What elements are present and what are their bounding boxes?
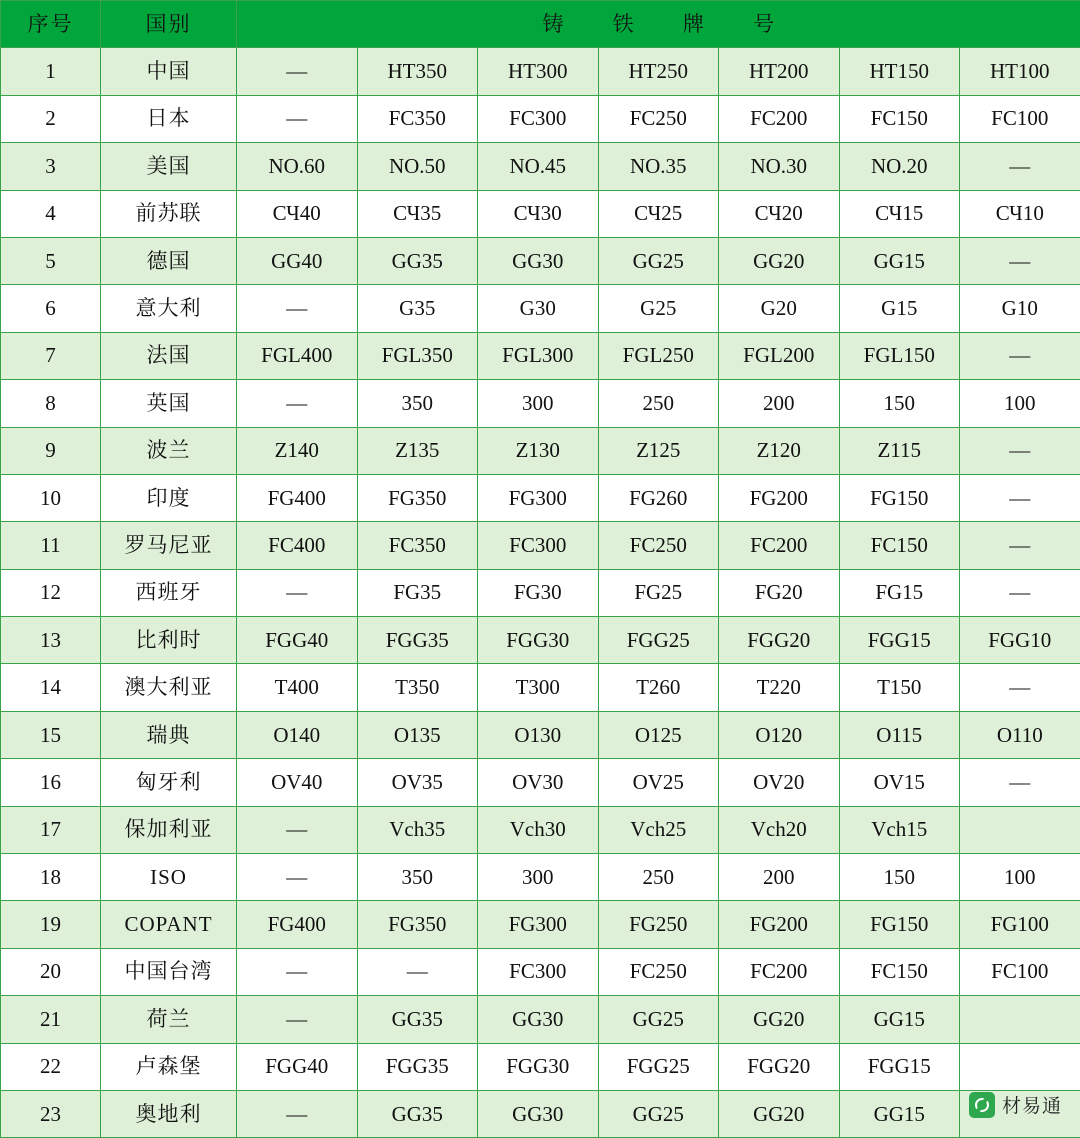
cell-country: COPANT xyxy=(101,901,237,948)
cell-grade: FGG35 xyxy=(357,617,478,664)
cell-index: 10 xyxy=(1,474,101,521)
cell-grade: — xyxy=(960,237,1080,284)
cell-grade: 150 xyxy=(839,380,960,427)
cell-grade: NO.50 xyxy=(357,143,478,190)
cell-grade: FC250 xyxy=(598,522,719,569)
wechat-logo-icon xyxy=(969,1092,995,1118)
cell-grade: O110 xyxy=(960,711,1080,758)
cell-grade xyxy=(960,996,1080,1043)
cell-grade: O135 xyxy=(357,711,478,758)
cell-grade: Z140 xyxy=(237,427,358,474)
cell-index: 13 xyxy=(1,617,101,664)
cell-grade: 200 xyxy=(719,380,840,427)
cell-grade: GG25 xyxy=(598,996,719,1043)
table-row xyxy=(1,474,1080,521)
cell-grade: FG400 xyxy=(237,901,358,948)
watermark xyxy=(965,1089,1066,1120)
table-row xyxy=(1,1090,1080,1137)
cell-country: 瑞典 xyxy=(101,711,237,758)
cell-index: 19 xyxy=(1,901,101,948)
cell-grade: O120 xyxy=(719,711,840,758)
table-row xyxy=(1,617,1080,664)
cell-grade: FGL400 xyxy=(237,332,358,379)
table-row xyxy=(1,427,1080,474)
cell-index: 22 xyxy=(1,1043,101,1090)
cell-index: 1 xyxy=(1,48,101,95)
cell-grade: — xyxy=(960,332,1080,379)
cell-grade: HT250 xyxy=(598,48,719,95)
cell-grade: FC400 xyxy=(237,522,358,569)
table-row xyxy=(1,664,1080,711)
cell-grade: FGG15 xyxy=(839,1043,960,1090)
cell-grade: FG150 xyxy=(839,901,960,948)
cell-grade: FGL150 xyxy=(839,332,960,379)
cell-grade: NO.45 xyxy=(478,143,599,190)
cell-grade: СЧ10 xyxy=(960,190,1080,237)
cell-grade: GG30 xyxy=(478,237,599,284)
cell-grade: FG20 xyxy=(719,569,840,616)
cell-grade: FGL350 xyxy=(357,332,478,379)
cell-country: 保加利亚 xyxy=(101,806,237,853)
cell-grade: — xyxy=(237,569,358,616)
cell-country: 西班牙 xyxy=(101,569,237,616)
cell-grade: G35 xyxy=(357,285,478,332)
cell-grade: OV25 xyxy=(598,759,719,806)
cell-grade: FG35 xyxy=(357,569,478,616)
cell-grade: 100 xyxy=(960,380,1080,427)
cell-country: 日本 xyxy=(101,95,237,142)
cell-index: 12 xyxy=(1,569,101,616)
table-row xyxy=(1,854,1080,901)
cell-grade: O140 xyxy=(237,711,358,758)
cell-grade: СЧ25 xyxy=(598,190,719,237)
table-row xyxy=(1,759,1080,806)
cell-grade: FG150 xyxy=(839,474,960,521)
cell-grade: FGG20 xyxy=(719,617,840,664)
cell-index: 8 xyxy=(1,380,101,427)
cell-grade xyxy=(960,806,1080,853)
cell-grade: 100 xyxy=(960,854,1080,901)
cell-grade: FGG20 xyxy=(719,1043,840,1090)
cell-grade: СЧ15 xyxy=(839,190,960,237)
cell-grade: 250 xyxy=(598,380,719,427)
cell-index: 11 xyxy=(1,522,101,569)
cell-grade: FGG10 xyxy=(960,617,1080,664)
cell-grade: T350 xyxy=(357,664,478,711)
cell-grade: GG30 xyxy=(478,996,599,1043)
table-row xyxy=(1,237,1080,284)
cell-grade: GG30 xyxy=(478,1090,599,1137)
cell-index: 23 xyxy=(1,1090,101,1137)
cell-grade: — xyxy=(237,380,358,427)
cell-grade: T300 xyxy=(478,664,599,711)
cell-grade: 300 xyxy=(478,854,599,901)
cell-grade: Vch35 xyxy=(357,806,478,853)
cell-grade: FG300 xyxy=(478,474,599,521)
cell-grade: FG25 xyxy=(598,569,719,616)
cell-country: 美国 xyxy=(101,143,237,190)
cell-country: 前苏联 xyxy=(101,190,237,237)
cell-grade: FG200 xyxy=(719,901,840,948)
cell-grade: Vch15 xyxy=(839,806,960,853)
cell-grade: T150 xyxy=(839,664,960,711)
cell-grade: FG260 xyxy=(598,474,719,521)
cell-grade: FC200 xyxy=(719,948,840,995)
cell-grade: СЧ35 xyxy=(357,190,478,237)
cell-grade: GG20 xyxy=(719,237,840,284)
cell-grade: — xyxy=(357,948,478,995)
cell-grade: — xyxy=(960,522,1080,569)
cell-country: 荷兰 xyxy=(101,996,237,1043)
cell-grade: FG350 xyxy=(357,474,478,521)
cell-grade: FGL300 xyxy=(478,332,599,379)
cell-country: 匈牙利 xyxy=(101,759,237,806)
cell-grade: FG250 xyxy=(598,901,719,948)
cell-grade: NO.30 xyxy=(719,143,840,190)
cell-grade: FGG30 xyxy=(478,617,599,664)
cell-grade: FC250 xyxy=(598,948,719,995)
cell-grade: FG200 xyxy=(719,474,840,521)
cell-grade: FGL250 xyxy=(598,332,719,379)
table-row xyxy=(1,522,1080,569)
cell-index: 16 xyxy=(1,759,101,806)
table-header xyxy=(1,1,1080,48)
cell-index: 15 xyxy=(1,711,101,758)
cell-grade: O130 xyxy=(478,711,599,758)
cell-grade: FC300 xyxy=(478,948,599,995)
column-header-country: 国别 xyxy=(101,1,237,48)
cell-grade: 150 xyxy=(839,854,960,901)
cell-grade: FC350 xyxy=(357,95,478,142)
table-row xyxy=(1,1043,1080,1090)
table-row xyxy=(1,806,1080,853)
cell-grade: — xyxy=(237,948,358,995)
cell-grade: GG20 xyxy=(719,1090,840,1137)
cell-grade: FC300 xyxy=(478,522,599,569)
cell-index: 5 xyxy=(1,237,101,284)
cell-grade: FG15 xyxy=(839,569,960,616)
cell-index: 21 xyxy=(1,996,101,1043)
cell-grade: GG25 xyxy=(598,237,719,284)
cell-grade: FG30 xyxy=(478,569,599,616)
cell-grade: GG35 xyxy=(357,237,478,284)
cell-grade: FG350 xyxy=(357,901,478,948)
cell-grade: GG35 xyxy=(357,996,478,1043)
cell-grade: — xyxy=(960,664,1080,711)
cell-grade: — xyxy=(960,759,1080,806)
cell-index: 18 xyxy=(1,854,101,901)
cell-grade: 300 xyxy=(478,380,599,427)
cell-grade: FG400 xyxy=(237,474,358,521)
cell-grade: FC300 xyxy=(478,95,599,142)
cell-country: 德国 xyxy=(101,237,237,284)
cell-grade: OV30 xyxy=(478,759,599,806)
cell-grade: — xyxy=(960,569,1080,616)
cell-grade: Z120 xyxy=(719,427,840,474)
cell-grade: FGG40 xyxy=(237,617,358,664)
table-row xyxy=(1,48,1080,95)
cell-grade: FC350 xyxy=(357,522,478,569)
cell-grade: OV40 xyxy=(237,759,358,806)
cell-grade: GG40 xyxy=(237,237,358,284)
cell-grade: T260 xyxy=(598,664,719,711)
cell-country: 中国 xyxy=(101,48,237,95)
table-row xyxy=(1,190,1080,237)
cell-country: ISO xyxy=(101,854,237,901)
cell-grade: Vch20 xyxy=(719,806,840,853)
table-row xyxy=(1,95,1080,142)
cell-grade: HT100 xyxy=(960,48,1080,95)
cell-index: 4 xyxy=(1,190,101,237)
cell-grade: — xyxy=(237,95,358,142)
table-row xyxy=(1,332,1080,379)
cell-grade: FG300 xyxy=(478,901,599,948)
cell-index: 7 xyxy=(1,332,101,379)
cell-grade: HT350 xyxy=(357,48,478,95)
cell-grade: СЧ30 xyxy=(478,190,599,237)
cell-grade: Z125 xyxy=(598,427,719,474)
cell-grade: G15 xyxy=(839,285,960,332)
cell-grade: Vch25 xyxy=(598,806,719,853)
cell-grade: СЧ40 xyxy=(237,190,358,237)
cell-index: 6 xyxy=(1,285,101,332)
cell-grade: HT150 xyxy=(839,48,960,95)
cell-index: 9 xyxy=(1,427,101,474)
cell-grade: Z130 xyxy=(478,427,599,474)
cell-grade: FC150 xyxy=(839,95,960,142)
cell-grade: FGG25 xyxy=(598,617,719,664)
cell-grade: — xyxy=(237,1090,358,1137)
cell-grade: FC100 xyxy=(960,95,1080,142)
table-row xyxy=(1,901,1080,948)
cell-grade: FGG25 xyxy=(598,1043,719,1090)
cell-grade: GG25 xyxy=(598,1090,719,1137)
cell-grade: OV35 xyxy=(357,759,478,806)
cell-grade: FC150 xyxy=(839,948,960,995)
cell-grade: — xyxy=(960,427,1080,474)
cell-grade: — xyxy=(237,285,358,332)
table-row xyxy=(1,569,1080,616)
table-body xyxy=(1,48,1080,1138)
cell-grade: FG100 xyxy=(960,901,1080,948)
cell-grade: GG15 xyxy=(839,237,960,284)
cell-grade: GG20 xyxy=(719,996,840,1043)
table-row xyxy=(1,948,1080,995)
cell-grade: FC150 xyxy=(839,522,960,569)
cell-country: 澳大利亚 xyxy=(101,664,237,711)
watermark-label: 材易通 xyxy=(1002,1091,1062,1118)
cell-grade: — xyxy=(237,854,358,901)
header-row xyxy=(1,1,1080,48)
cell-grade: СЧ20 xyxy=(719,190,840,237)
cell-country: 卢森堡 xyxy=(101,1043,237,1090)
table-row xyxy=(1,380,1080,427)
cell-grade: FC200 xyxy=(719,95,840,142)
cell-index: 20 xyxy=(1,948,101,995)
cell-grade: — xyxy=(237,996,358,1043)
cell-grade: FC100 xyxy=(960,948,1080,995)
cell-grade: FC200 xyxy=(719,522,840,569)
cell-country: 英国 xyxy=(101,380,237,427)
cell-grade: G30 xyxy=(478,285,599,332)
cell-grade: — xyxy=(960,143,1080,190)
cell-grade: T400 xyxy=(237,664,358,711)
cell-grade: FGG40 xyxy=(237,1043,358,1090)
cell-grade: NO.20 xyxy=(839,143,960,190)
cell-grade: O125 xyxy=(598,711,719,758)
cell-grade: FC250 xyxy=(598,95,719,142)
cell-country: 奥地利 xyxy=(101,1090,237,1137)
column-header-index: 序号 xyxy=(1,1,101,48)
table-row xyxy=(1,285,1080,332)
cell-grade: NO.35 xyxy=(598,143,719,190)
cell-grade: 350 xyxy=(357,854,478,901)
cell-country: 中国台湾 xyxy=(101,948,237,995)
cell-grade: GG15 xyxy=(839,996,960,1043)
cell-grade: OV20 xyxy=(719,759,840,806)
cell-index: 14 xyxy=(1,664,101,711)
cell-grade: 200 xyxy=(719,854,840,901)
cell-grade: Vch30 xyxy=(478,806,599,853)
cell-country: 意大利 xyxy=(101,285,237,332)
cell-index: 2 xyxy=(1,95,101,142)
column-header-grades: 铸 铁 牌 号 xyxy=(237,1,1080,48)
cell-grade: Z115 xyxy=(839,427,960,474)
cell-grade: G20 xyxy=(719,285,840,332)
cell-grade: GG15 xyxy=(839,1090,960,1137)
table-row xyxy=(1,143,1080,190)
cell-country: 波兰 xyxy=(101,427,237,474)
cell-grade: G10 xyxy=(960,285,1080,332)
cell-grade: G25 xyxy=(598,285,719,332)
cell-grade: 250 xyxy=(598,854,719,901)
cell-grade xyxy=(960,1043,1080,1090)
cell-grade: GG35 xyxy=(357,1090,478,1137)
cell-grade: Z135 xyxy=(357,427,478,474)
cell-grade: O115 xyxy=(839,711,960,758)
cell-country: 印度 xyxy=(101,474,237,521)
cell-country: 比利时 xyxy=(101,617,237,664)
cell-grade: HT200 xyxy=(719,48,840,95)
cell-grade: HT300 xyxy=(478,48,599,95)
cell-grade: 350 xyxy=(357,380,478,427)
cell-grade: — xyxy=(237,48,358,95)
cell-grade: FGG30 xyxy=(478,1043,599,1090)
cell-index: 17 xyxy=(1,806,101,853)
cell-grade: T220 xyxy=(719,664,840,711)
cell-index: 3 xyxy=(1,143,101,190)
cell-grade: FGG15 xyxy=(839,617,960,664)
cell-grade: — xyxy=(237,806,358,853)
cell-country: 罗马尼亚 xyxy=(101,522,237,569)
cell-grade: — xyxy=(960,474,1080,521)
table-row xyxy=(1,711,1080,758)
cell-grade: FGL200 xyxy=(719,332,840,379)
cell-country: 法国 xyxy=(101,332,237,379)
cell-grade: OV15 xyxy=(839,759,960,806)
cell-grade: NO.60 xyxy=(237,143,358,190)
table-row xyxy=(1,996,1080,1043)
cell-grade: FGG35 xyxy=(357,1043,478,1090)
